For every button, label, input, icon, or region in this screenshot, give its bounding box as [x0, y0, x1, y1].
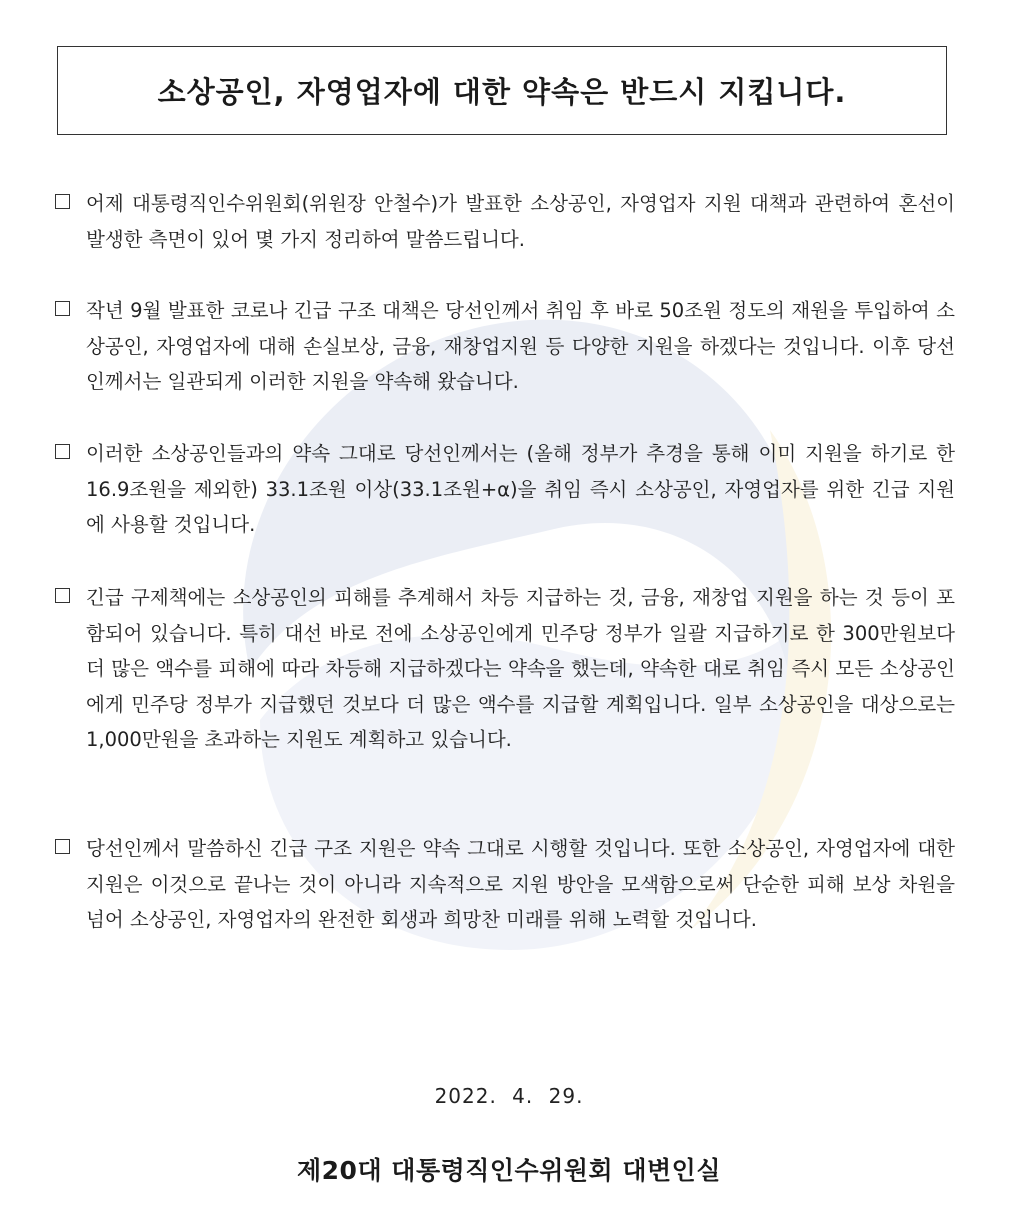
paragraph-text: 작년 9월 발표한 코로나 긴급 구조 대책은 당선인께서 취임 후 바로 50조원 정도의 재원을 투입하여 소상공인, 자영업자에 대해 손실보상, 금융, 재창업지원 등 다양한 지원을 하겠다는 것입니다. 이후 당선인께서는 일관되게 이러한 지원을 약속해 왔습니다. [86, 299, 955, 393]
document-date: 2022. 4. 29. [434, 1084, 584, 1108]
paragraph-1 [55, 186, 955, 257]
paragraph-4 [55, 580, 955, 758]
checkbox-bullet-icon [55, 444, 70, 459]
checkbox-bullet-icon [55, 194, 70, 209]
issuer-signature: 제20대 대통령직인수위원회 대변인실 [297, 1156, 721, 1185]
checkbox-bullet-icon [55, 839, 70, 854]
checkbox-bullet-icon [55, 588, 70, 603]
paragraph-text: 이러한 소상공인들과의 약속 그대로 당선인께서는 (올해 정부가 추경을 통해 이미 지원을 하기로 한 16.9조원을 제외한) 33.1조원 이상(33.1조원+α)을 취임 즉시 소상공인, 자영업자를 위한 긴급 지원에 사용할 것입니다. [86, 442, 955, 536]
document-title: 소상공인, 자영업자에 대한 약속은 반드시 지킵니다. [157, 75, 847, 109]
title-box [57, 46, 947, 135]
paragraph-text: 어제 대통령직인수위원회(위원장 안철수)가 발표한 소상공인, 자영업자 지원 대책과 관련하여 혼선이 발생한 측면이 있어 몇 가지 정리하여 말씀드립니다. [86, 192, 955, 251]
paragraph-text: 당선인께서 말씀하신 긴급 구조 지원은 약속 그대로 시행할 것입니다. 또한 소상공인, 자영업자에 대한 지원은 이것으로 끝나는 것이 아니라 지속적으로 지원 방안을 모색함으로써 단순한 피해 보상 차원을 넘어 소상공인, 자영업자의 완전한 회생과 희망찬 미래를 위해 노력할 것입니다. [86, 837, 955, 931]
checkbox-bullet-icon [55, 301, 70, 316]
paragraph-3 [55, 436, 955, 543]
paragraph-2 [55, 293, 955, 400]
paragraph-text: 긴급 구제책에는 소상공인의 피해를 추계해서 차등 지급하는 것, 금융, 재창업 지원을 하는 것 등이 포함되어 있습니다. 특히 대선 바로 전에 소상공인에게 민주당 정부가 일괄 지급하기로 한 300만원보다 더 많은 액수를 피해에 따라 차등해 지급하겠다는 약속을 했는데, 약속한 대로 취임 즉시 모든 소상공인에게 민주당 정부가 지급했던 것보다 더 많은 액수를 지급할 계획입니다. 일부 소상공인을 대상으로는 1,000만원을 초과하는 지원도 계획하고 있습니다. [86, 586, 955, 751]
paragraph-5 [55, 831, 955, 938]
